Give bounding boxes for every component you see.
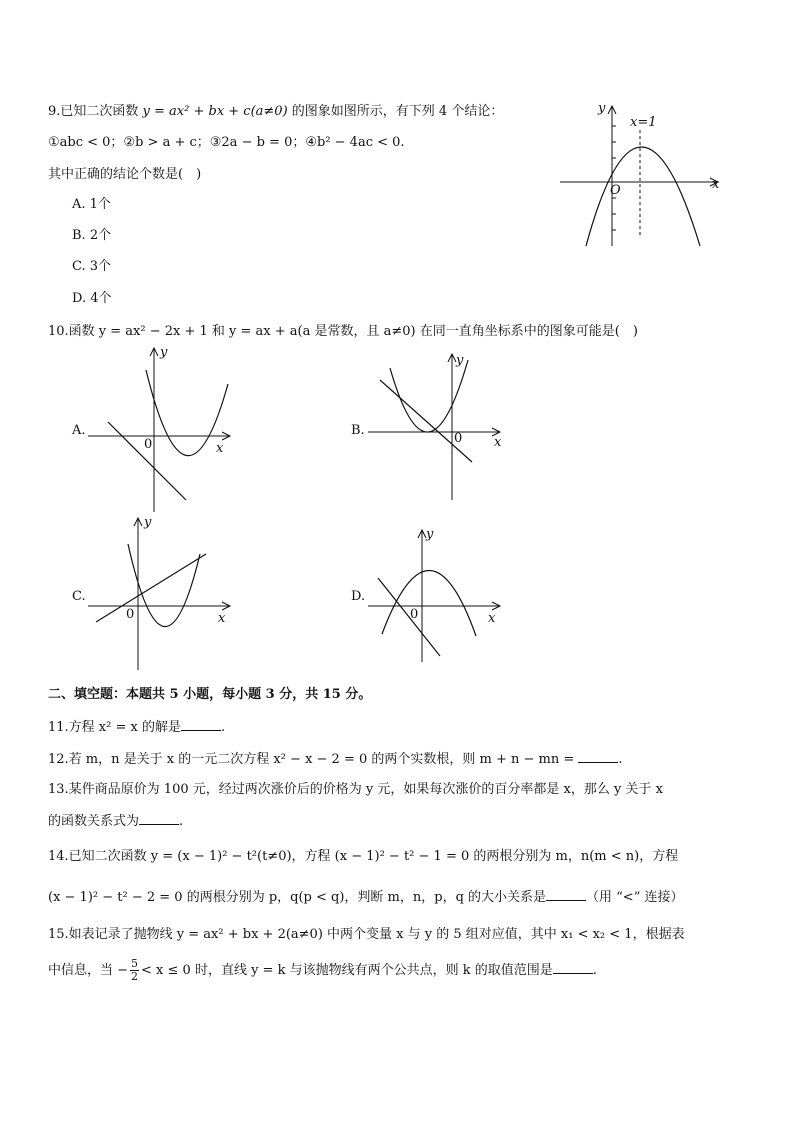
q10-graph-c [88, 514, 238, 674]
q9-option-b[interactable]: B. 2个 [72, 228, 112, 243]
q9-stem-pre: 9.已知二次函数 [48, 104, 139, 119]
svg-text:x: x [216, 441, 224, 456]
q15-line2-mid: < x ≤ 0 时，直线 y = k 与该抛物线有两个公共点，则 k 的取值范围是 [141, 963, 553, 978]
q14-line2 [48, 888, 683, 907]
q12-post: . [618, 752, 623, 767]
q15-line2-text: 中信息，当 − [48, 963, 129, 978]
q11-text: 11.方程 x² = x 的解是 [48, 720, 181, 735]
q10-option-b[interactable]: B. [351, 423, 365, 438]
q10-graph-b [368, 350, 508, 500]
q15-post: . [592, 963, 597, 978]
q9-stem-eq: y = ax² + bx + c(a≠0) [142, 104, 288, 119]
q14-post: （用 “<” 连接） [586, 890, 684, 905]
q13-line1: 13.某件商品原价为 100 元，经过两次涨价后的价格为 y 元，如果每次涨价的百分率都是 x，那么 y 关于 x [48, 782, 663, 797]
svg-text:0: 0 [144, 437, 153, 452]
q11-post: . [220, 720, 226, 735]
q10-option-c[interactable]: C. [72, 589, 86, 604]
svg-text:0: 0 [454, 431, 463, 446]
q9-y-label: y [598, 101, 606, 116]
svg-text:y: y [426, 527, 434, 542]
q13-post: . [179, 814, 184, 829]
q13-line2 [48, 812, 183, 831]
q9-stem-post: 的图象如图所示，有下列 4 个结论： [291, 104, 504, 119]
q9-option-a[interactable]: A. 1个 [72, 197, 111, 212]
q15-frac-num: 5 [131, 957, 139, 970]
q15-fraction [130, 958, 139, 983]
q12-text: 12.若 m，n 是关于 x 的一元二次方程 x² − x − 2 = 0 的两个实数根，则 m + n − mn = [48, 752, 575, 767]
q10-stem: 10.函数 y = ax² − 2x + 1 和 y = ax + a(a 是常数，且 a≠0) 在同一直角坐标系中的图象可能是( ) [48, 324, 638, 339]
q9-axis-label: x=1 [630, 115, 657, 130]
q10-graph-d [368, 526, 508, 666]
section2-title: 二、填空题：本题共 5 小题，每小题 3 分，共 15 分。 [48, 687, 372, 702]
q15-line2 [48, 958, 597, 983]
svg-text:x: x [218, 611, 226, 626]
q13-answer-blank[interactable] [139, 812, 179, 825]
svg-text:y: y [456, 353, 464, 368]
svg-text:0: 0 [410, 607, 419, 622]
q14-line1: 14.已知二次函数 y = (x − 1)² − t²(t≠0)，方程 (x − 1)² − t² − 1 = 0 的两根分别为 m，n(m < n)，方程 [48, 849, 679, 864]
q12-answer-blank[interactable] [578, 750, 618, 763]
q9-conclusions: ①abc < 0；②b > a + c；③2a − b = 0；④b² − 4ac < 0. [48, 135, 405, 150]
q14-line2-text: (x − 1)² − t² − 2 = 0 的两根分别为 p，q(p < q)，判断 m，n，p，q 的大小关系是 [48, 890, 547, 905]
q11 [48, 718, 225, 737]
q15-frac-den: 2 [131, 970, 139, 983]
q13-line2-text: 的函数关系式为 [48, 814, 140, 829]
q15-line1: 15.如表记录了抛物线 y = ax² + bx + 2(a≠0) 中两个变量 x 与 y 的 5 组对应值，其中 x₁ < x₂ < 1，根据表 [48, 927, 685, 942]
svg-text:0: 0 [126, 607, 135, 622]
svg-text:y: y [160, 345, 168, 360]
svg-text:y: y [144, 515, 152, 530]
q11-answer-blank[interactable] [181, 718, 221, 731]
q9-option-d[interactable]: D. 4个 [72, 291, 112, 306]
q9-graph [560, 98, 725, 248]
q14-answer-blank[interactable] [546, 888, 586, 901]
q9-stem [48, 103, 503, 121]
q10-option-a[interactable]: A. [72, 423, 86, 438]
q9-option-c[interactable]: C. 3个 [72, 259, 112, 274]
q10-graph-a [88, 344, 238, 514]
svg-text:x: x [494, 435, 502, 450]
q9-y-ticks [612, 126, 616, 230]
q9-parabola [586, 147, 700, 246]
q10-option-d[interactable]: D. [351, 589, 366, 604]
q9-origin-label: O [610, 183, 621, 198]
q15-answer-blank[interactable] [553, 961, 593, 974]
q12 [48, 750, 623, 769]
svg-text:x: x [488, 611, 496, 626]
q9-question: 其中正确的结论个数是( ) [48, 167, 202, 182]
q9-x-label: x [712, 177, 720, 192]
